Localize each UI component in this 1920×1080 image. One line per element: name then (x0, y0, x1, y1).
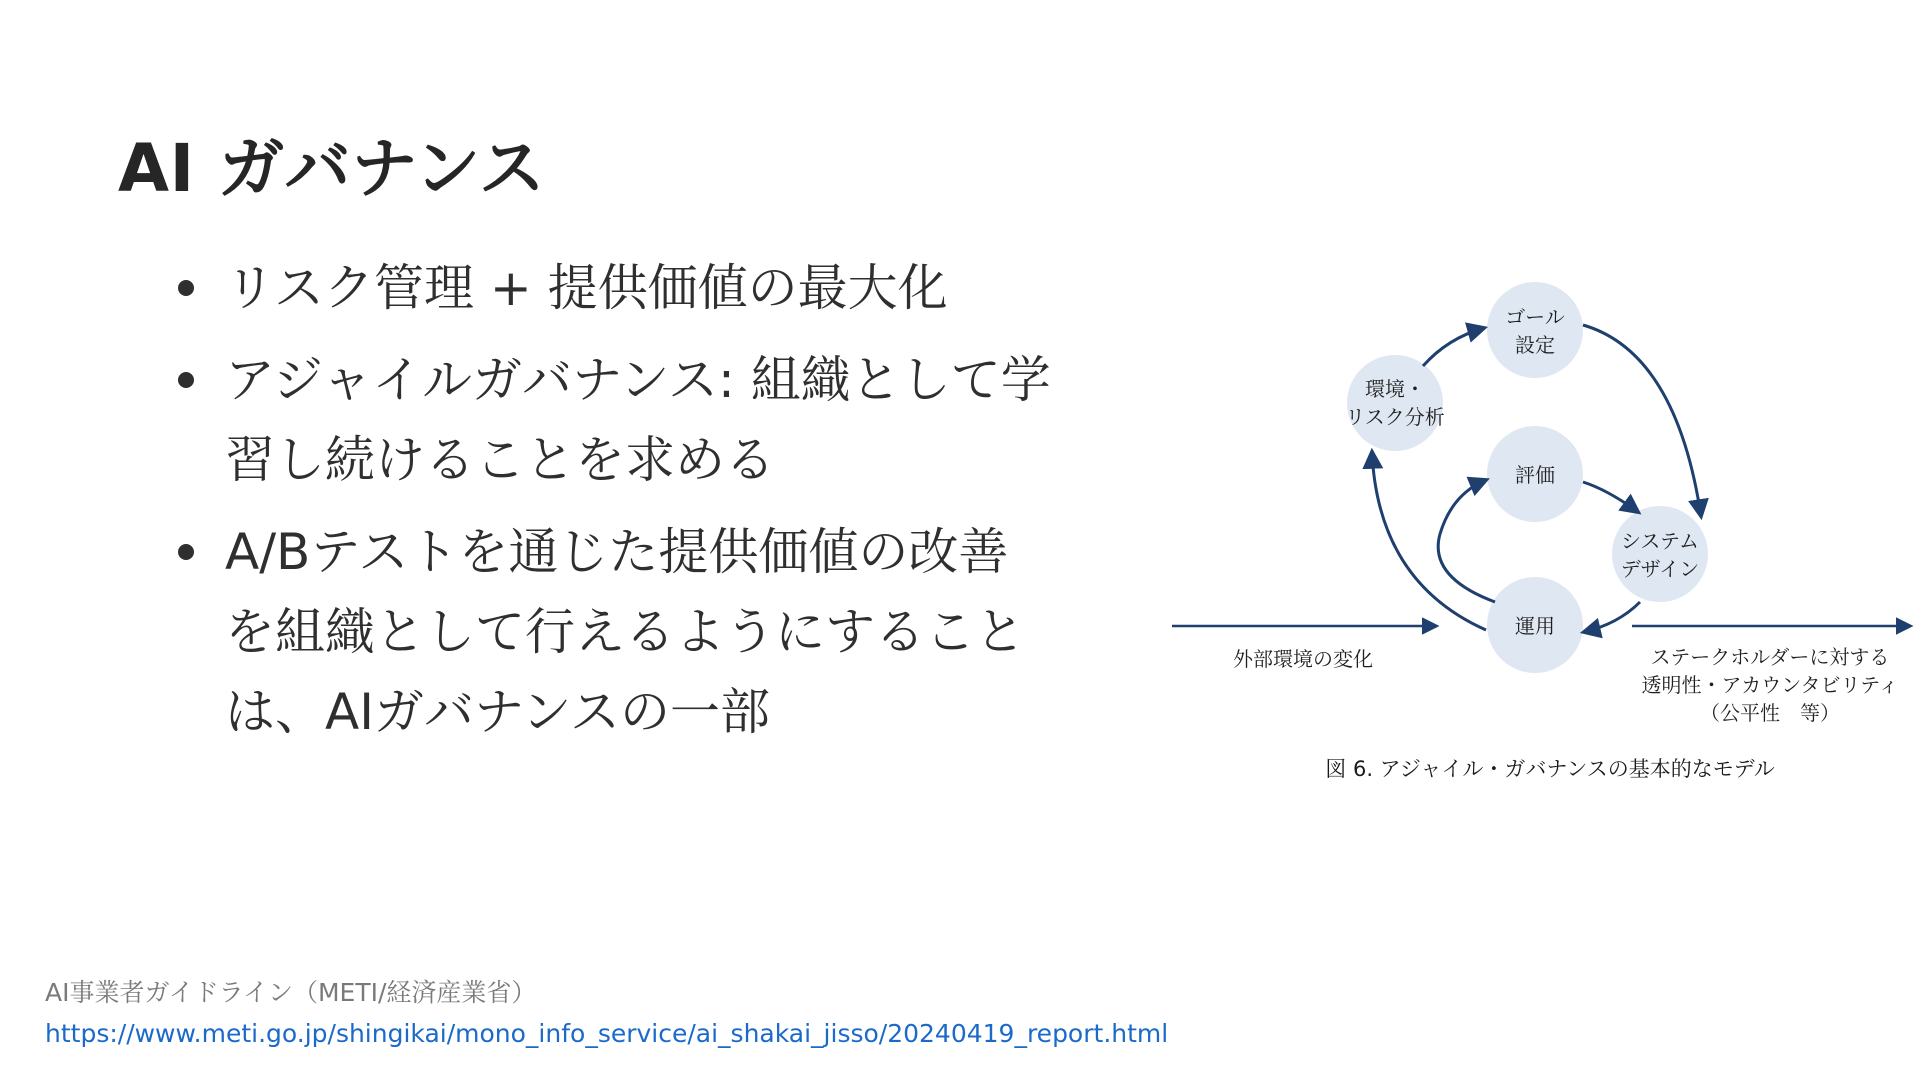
source-link[interactable]: https://www.meti.go.jp/shingikai/mono_info_service/ai_shakai_jisso/20240419_report.html (45, 1019, 1169, 1048)
env-label-2: リスク分析 (1345, 405, 1445, 429)
eval-label: 評価 (1515, 463, 1555, 487)
bullet-list (225, 248, 1055, 764)
operation-label: 運用 (1515, 614, 1555, 638)
bullet-item (225, 248, 1055, 328)
system-design-node (1612, 506, 1708, 602)
system-label-1: システム (1621, 529, 1699, 553)
source-text: AI事業者ガイドライン（METI/経済産業省） (45, 978, 537, 1007)
bullet-dot (178, 280, 194, 296)
env-risk-node (1347, 355, 1443, 451)
goal-node (1487, 282, 1583, 378)
figure-caption: 図 6. アジャイル・ガバナンスの基本的なモデル (1325, 757, 1775, 781)
slide-title: AI ガバナンス (118, 130, 546, 207)
output-label-1: ステークホルダーに対する (1650, 645, 1890, 669)
goal-label-2: 設定 (1515, 333, 1555, 357)
bullet-item (225, 512, 1055, 752)
input-label: 外部環境の変化 (1233, 647, 1373, 671)
arrow-operation-to-env (1372, 452, 1486, 630)
system-label-2: デザイン (1620, 557, 1700, 581)
bullet-dot (178, 544, 194, 560)
diagram-svg (1168, 272, 1920, 802)
arrow-goal-to-system (1583, 325, 1701, 516)
arrow-operation-to-eval (1438, 480, 1495, 602)
env-label-1: 環境・ (1365, 377, 1425, 401)
bullet-text: リスク管理 + 提供価値の最大化 (225, 259, 948, 317)
bullet-dot (178, 372, 194, 388)
bullet-text: アジャイルガバナンス: 組織として学習し続けることを求める (225, 351, 1051, 489)
goal-label-1: ゴール (1505, 305, 1565, 329)
arrow-system-to-operation (1584, 602, 1640, 632)
arrow-env-to-goal (1423, 328, 1484, 366)
bullet-text: A/Bテストを通じた提供価値の改善を組織として行えるようにすることは、AIガバナンスの一部 (225, 523, 1025, 741)
bullet-item (225, 340, 1055, 500)
agile-governance-diagram (1168, 272, 1920, 802)
output-label-3: （公平性 等） (1700, 701, 1840, 725)
arrow-eval-to-system (1583, 482, 1638, 512)
output-label-2: 透明性・アカウンタビリティ (1641, 673, 1899, 697)
